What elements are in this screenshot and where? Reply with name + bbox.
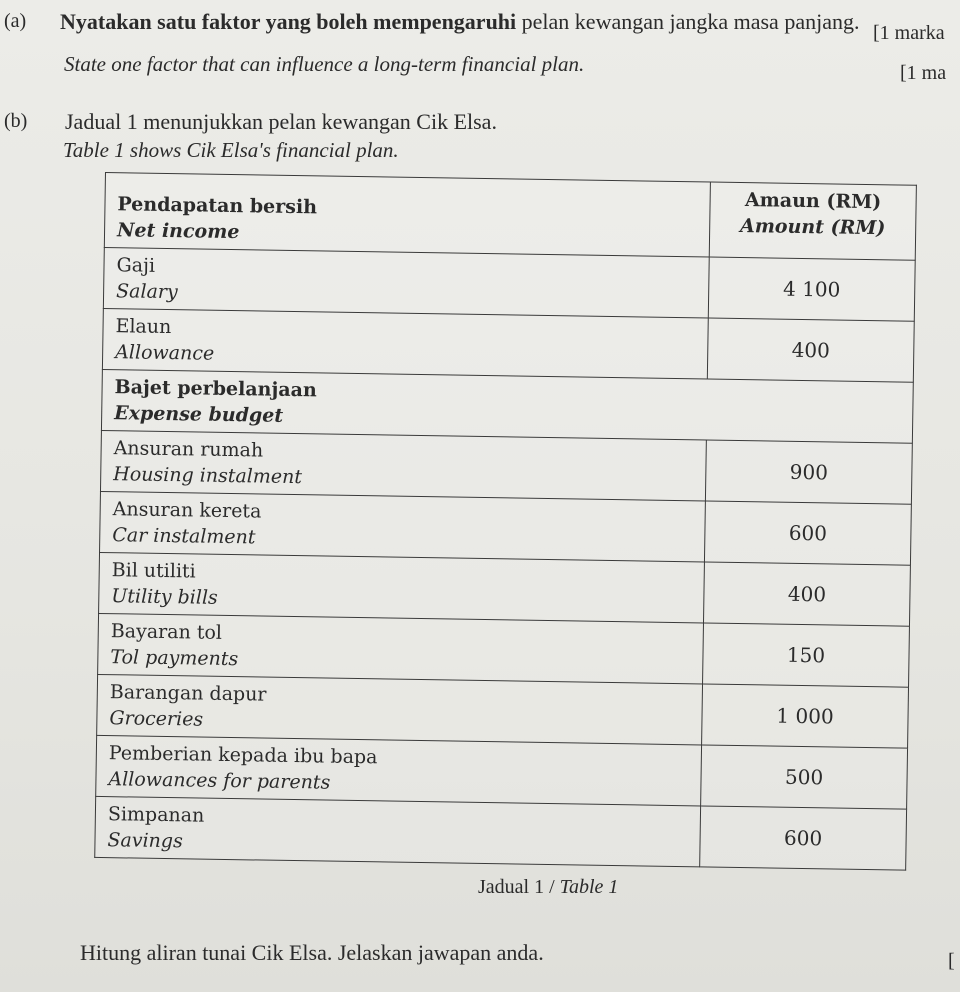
table-row-savings: Simpanan Savings 600 xyxy=(95,796,907,870)
header-amount-cell: Amaun (RM) Amount (RM) xyxy=(709,182,916,260)
financial-plan-table xyxy=(94,172,917,871)
table-header-row xyxy=(104,173,916,261)
part-b-label: (b) xyxy=(4,110,28,132)
table-row-groceries: Barangan dapur Groceries 1 000 xyxy=(97,674,909,748)
part-b-intro-english: Table 1 shows Cik Elsa's financial plan. xyxy=(63,138,399,162)
part-a-question-malay: Nyatakan satu faktor yang boleh mempengaruhi pelan kewangan jangka masa panjang. xyxy=(60,9,860,34)
table-row-salary: Gaji Salary 4 100 xyxy=(103,247,915,321)
header-item-cell: Pendapatan bersih Net income xyxy=(104,173,710,257)
table-row-allowance: Elaun Allowance 400 xyxy=(102,308,914,382)
table-row-car-instalment: Ansuran kereta Car instalment 600 xyxy=(100,491,912,565)
part-b-intro-malay: Jadual 1 menunjukkan pelan kewangan Cik Elsa. xyxy=(65,109,497,134)
part-a-question-english: State one factor that can influence a long-term financial plan. xyxy=(64,52,585,76)
table-caption: Jadual 1 / Table 1 xyxy=(478,876,619,898)
part-b-marks: [ xyxy=(948,950,955,972)
table-row-allowances-for-parents: Pemberian kepada ibu bapa Allowances for parents 500 xyxy=(96,735,908,809)
table-row-housing-instalment: Ansuran rumah Housing instalment 900 xyxy=(100,430,912,504)
table-row-tol-payments: Bayaran tol Tol payments 150 xyxy=(98,613,910,687)
table-section-expense-budget: Bajet perbelanjaan Expense budget xyxy=(101,369,913,443)
table-row-utility-bills: Bil utiliti Utility bills 400 xyxy=(99,552,911,626)
part-a-label: (a) xyxy=(4,10,27,32)
part-a-marks-2: [1 ma xyxy=(900,62,947,84)
part-b-task-malay: Hitung aliran tunai Cik Elsa. Jelaskan jawapan anda. xyxy=(80,940,544,965)
part-a-marks: [1 marka xyxy=(873,22,945,44)
